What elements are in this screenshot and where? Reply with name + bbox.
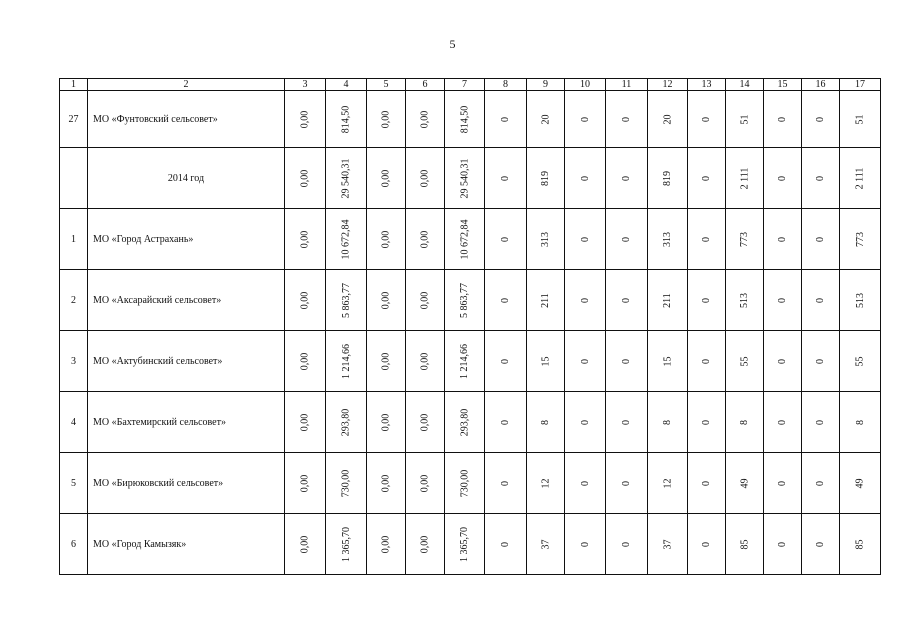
cell-value: 313 — [662, 231, 673, 247]
cell-c9 — [527, 514, 565, 575]
cell-c5 — [367, 270, 406, 331]
cell-c6 — [406, 270, 445, 331]
cell-value: 1 214,66 — [340, 343, 352, 379]
cell-value: 37 — [662, 539, 673, 549]
cell-value: 0 — [815, 480, 826, 486]
cell-value: 15 — [540, 356, 551, 366]
cell-value: 0,00 — [299, 413, 311, 431]
cell-c4 — [326, 91, 367, 148]
cell-c17 — [840, 270, 881, 331]
cell-value: 51 — [739, 114, 750, 124]
municipality-name: МО «Бахтемирский сельсовет» — [88, 392, 285, 453]
cell-value: 0,00 — [419, 110, 431, 128]
cell-c13 — [688, 270, 726, 331]
cell-c13 — [688, 148, 726, 209]
cell-value: 0 — [777, 236, 788, 242]
cell-c5 — [367, 453, 406, 514]
cell-value: 8 — [739, 419, 750, 425]
cell-value: 0,00 — [380, 413, 392, 431]
cell-c13 — [688, 392, 726, 453]
cell-value: 0 — [621, 236, 632, 242]
cell-value: 0,00 — [299, 169, 311, 187]
cell-value: 0 — [777, 541, 788, 547]
cell-c6 — [406, 209, 445, 270]
cell-value: 0,00 — [380, 474, 392, 492]
cell-value: 0,00 — [419, 230, 431, 248]
cell-value: 51 — [854, 114, 866, 124]
cell-c4 — [326, 209, 367, 270]
cell-value: 0 — [701, 358, 712, 364]
cell-c8 — [485, 392, 527, 453]
cell-c15 — [764, 209, 802, 270]
cell-c7 — [445, 331, 485, 392]
cell-value: 0 — [621, 297, 632, 303]
cell-value: 0 — [579, 419, 591, 425]
cell-c11 — [606, 148, 648, 209]
column-header: 12 — [648, 79, 688, 91]
cell-value: 0 — [815, 236, 826, 242]
column-header: 15 — [764, 79, 802, 91]
cell-value: 0,00 — [419, 291, 431, 309]
column-header: 9 — [527, 79, 565, 91]
cell-c12 — [648, 148, 688, 209]
cell-c5 — [367, 331, 406, 392]
cell-value: 12 — [540, 478, 551, 488]
cell-value: 313 — [540, 231, 551, 247]
cell-c4 — [326, 453, 367, 514]
cell-value: 0,00 — [419, 474, 431, 492]
municipality-name: МО «Актубинский сельсовет» — [88, 331, 285, 392]
cell-c11 — [606, 209, 648, 270]
cell-value: 5 863,77 — [340, 282, 352, 318]
cell-value: 513 — [739, 292, 750, 308]
cell-c14 — [726, 514, 764, 575]
cell-c5 — [367, 148, 406, 209]
cell-value: 49 — [739, 478, 750, 488]
cell-c12 — [648, 91, 688, 148]
cell-c9 — [527, 392, 565, 453]
table-row — [60, 91, 881, 148]
cell-value: 0 — [701, 541, 712, 547]
cell-value: 0 — [621, 116, 632, 122]
column-header: 10 — [565, 79, 606, 91]
cell-c5 — [367, 209, 406, 270]
cell-c11 — [606, 514, 648, 575]
cell-c13 — [688, 453, 726, 514]
cell-c4 — [326, 148, 367, 209]
cell-value: 37 — [540, 539, 551, 549]
cell-c9 — [527, 453, 565, 514]
cell-value: 1 214,66 — [459, 343, 470, 379]
cell-value: 293,80 — [340, 408, 352, 436]
cell-c10 — [565, 148, 606, 209]
cell-value: 29 540,31 — [340, 158, 352, 198]
cell-value: 0 — [621, 175, 632, 181]
column-header: 3 — [285, 79, 326, 91]
cell-c14 — [726, 331, 764, 392]
cell-c7 — [445, 91, 485, 148]
cell-c7 — [445, 514, 485, 575]
cell-value: 0 — [815, 297, 826, 303]
cell-c8 — [485, 209, 527, 270]
cell-value: 0 — [500, 419, 511, 425]
cell-value: 773 — [854, 231, 866, 247]
cell-value: 85 — [854, 539, 866, 549]
cell-value: 0,00 — [419, 169, 431, 187]
cell-value: 0 — [701, 236, 712, 242]
cell-c9 — [527, 148, 565, 209]
cell-value: 2 111 — [854, 167, 866, 189]
table-row — [60, 514, 881, 575]
cell-value: 2 111 — [738, 167, 750, 189]
cell-value: 49 — [854, 478, 866, 488]
cell-c12 — [648, 453, 688, 514]
cell-c17 — [840, 453, 881, 514]
cell-c9 — [527, 270, 565, 331]
cell-value: 0 — [500, 297, 511, 303]
municipality-name: 2014 год — [88, 148, 285, 209]
cell-c12 — [648, 331, 688, 392]
cell-c16 — [802, 453, 840, 514]
table-row — [60, 209, 881, 270]
cell-value: 730,00 — [340, 469, 352, 497]
cell-value: 0 — [579, 480, 591, 486]
cell-value: 8 — [540, 419, 551, 425]
cell-c6 — [406, 392, 445, 453]
cell-c4 — [326, 331, 367, 392]
cell-value: 0,00 — [380, 230, 392, 248]
cell-value: 0,00 — [380, 110, 392, 128]
municipality-name: МО «Аксарайский сельсовет» — [88, 270, 285, 331]
cell-c4 — [326, 514, 367, 575]
cell-value: 0 — [701, 175, 712, 181]
cell-value: 1 365,70 — [340, 526, 352, 562]
cell-c3 — [285, 331, 326, 392]
cell-value: 0 — [701, 116, 712, 122]
cell-c16 — [802, 514, 840, 575]
cell-c7 — [445, 209, 485, 270]
cell-c3 — [285, 514, 326, 575]
column-header: 14 — [726, 79, 764, 91]
cell-value: 0 — [579, 541, 591, 547]
cell-value: 0 — [701, 419, 712, 425]
cell-value: 773 — [739, 231, 750, 247]
cell-c11 — [606, 392, 648, 453]
cell-value: 0 — [579, 116, 591, 122]
cell-value: 0 — [500, 175, 511, 181]
cell-value: 0 — [579, 297, 591, 303]
cell-value: 0 — [777, 480, 788, 486]
cell-value: 814,50 — [340, 105, 352, 133]
row-number: 27 — [60, 91, 88, 148]
cell-value: 819 — [662, 170, 673, 186]
cell-c13 — [688, 91, 726, 148]
cell-c14 — [726, 453, 764, 514]
cell-c14 — [726, 270, 764, 331]
cell-value: 0 — [777, 116, 788, 122]
cell-c12 — [648, 392, 688, 453]
cell-c6 — [406, 453, 445, 514]
cell-c10 — [565, 331, 606, 392]
cell-value: 20 — [540, 114, 551, 124]
column-header: 17 — [840, 79, 881, 91]
cell-c12 — [648, 514, 688, 575]
cell-value: 0,00 — [299, 291, 311, 309]
cell-c7 — [445, 270, 485, 331]
cell-c12 — [648, 270, 688, 331]
cell-c8 — [485, 270, 527, 331]
cell-c3 — [285, 453, 326, 514]
cell-c8 — [485, 331, 527, 392]
cell-c5 — [367, 91, 406, 148]
cell-c8 — [485, 514, 527, 575]
cell-c17 — [840, 209, 881, 270]
row-number: 6 — [60, 514, 88, 575]
cell-c17 — [840, 91, 881, 148]
cell-value: 0,00 — [419, 535, 431, 553]
cell-value: 55 — [739, 356, 750, 366]
municipality-name: МО «Бирюковский сельсовет» — [88, 453, 285, 514]
cell-value: 20 — [662, 114, 673, 124]
cell-c6 — [406, 514, 445, 575]
column-header: 6 — [406, 79, 445, 91]
cell-value: 0 — [579, 236, 591, 242]
column-header: 7 — [445, 79, 485, 91]
cell-value: 5 863,77 — [459, 282, 470, 318]
table-row — [60, 392, 881, 453]
municipality-name: МО «Фунтовский сельсовет» — [88, 91, 285, 148]
cell-value: 0 — [500, 480, 511, 486]
cell-value: 0,00 — [380, 352, 392, 370]
cell-c9 — [527, 209, 565, 270]
cell-value: 0 — [579, 175, 591, 181]
cell-value: 293,80 — [459, 408, 470, 436]
municipality-name: МО «Город Астрахань» — [88, 209, 285, 270]
cell-c10 — [565, 270, 606, 331]
cell-c17 — [840, 514, 881, 575]
cell-c9 — [527, 331, 565, 392]
cell-value: 0 — [500, 358, 511, 364]
cell-c11 — [606, 331, 648, 392]
cell-value: 10 672,84 — [459, 219, 471, 259]
cell-value: 0,00 — [299, 535, 311, 553]
cell-value: 0 — [815, 116, 826, 122]
cell-c12 — [648, 209, 688, 270]
cell-c16 — [802, 392, 840, 453]
cell-c8 — [485, 91, 527, 148]
row-number: 5 — [60, 453, 88, 514]
cell-value: 814,50 — [459, 105, 470, 133]
cell-value: 0,00 — [419, 413, 431, 431]
cell-c14 — [726, 148, 764, 209]
column-header: 5 — [367, 79, 406, 91]
cell-value: 0 — [621, 358, 632, 364]
cell-value: 1 365,70 — [459, 526, 470, 562]
page-number: 5 — [449, 37, 456, 51]
cell-c7 — [445, 453, 485, 514]
cell-c3 — [285, 148, 326, 209]
cell-c13 — [688, 209, 726, 270]
header-row — [60, 79, 881, 91]
cell-value: 0 — [815, 175, 826, 181]
cell-c6 — [406, 91, 445, 148]
column-header: 13 — [688, 79, 726, 91]
cell-value: 55 — [854, 356, 866, 366]
column-header: 4 — [326, 79, 367, 91]
data-table — [59, 78, 881, 575]
cell-c3 — [285, 209, 326, 270]
cell-value: 0 — [815, 419, 826, 425]
cell-c11 — [606, 91, 648, 148]
cell-c17 — [840, 392, 881, 453]
table-row — [60, 270, 881, 331]
cell-c17 — [840, 331, 881, 392]
cell-c16 — [802, 331, 840, 392]
cell-c3 — [285, 270, 326, 331]
cell-value: 513 — [854, 292, 866, 308]
cell-c15 — [764, 270, 802, 331]
cell-value: 819 — [540, 170, 551, 186]
cell-value: 730,00 — [459, 469, 470, 497]
cell-c16 — [802, 270, 840, 331]
cell-c15 — [764, 148, 802, 209]
row-number: 4 — [60, 392, 88, 453]
cell-value: 12 — [662, 478, 673, 488]
cell-c15 — [764, 453, 802, 514]
cell-c11 — [606, 270, 648, 331]
cell-value: 0,00 — [419, 352, 431, 370]
row-number: 3 — [60, 331, 88, 392]
column-header: 16 — [802, 79, 840, 91]
cell-c16 — [802, 209, 840, 270]
cell-c15 — [764, 392, 802, 453]
cell-value: 8 — [854, 419, 866, 425]
cell-value: 0 — [621, 541, 632, 547]
cell-c8 — [485, 453, 527, 514]
cell-c6 — [406, 148, 445, 209]
column-header: 11 — [606, 79, 648, 91]
cell-value: 85 — [739, 539, 750, 549]
cell-value: 0 — [621, 419, 632, 425]
row-number: 2 — [60, 270, 88, 331]
cell-value: 29 540,31 — [459, 158, 471, 198]
cell-value: 0 — [815, 358, 826, 364]
cell-value: 0 — [621, 480, 632, 486]
row-number — [60, 148, 88, 209]
cell-c10 — [565, 91, 606, 148]
cell-value: 0 — [777, 419, 788, 425]
cell-c10 — [565, 209, 606, 270]
table-row — [60, 453, 881, 514]
cell-value: 0,00 — [380, 535, 392, 553]
cell-c15 — [764, 331, 802, 392]
table-row — [60, 331, 881, 392]
cell-c10 — [565, 392, 606, 453]
cell-value: 211 — [539, 292, 551, 308]
cell-value: 0 — [579, 358, 591, 364]
cell-c3 — [285, 392, 326, 453]
column-header: 2 — [88, 79, 285, 91]
cell-c15 — [764, 514, 802, 575]
cell-c8 — [485, 148, 527, 209]
cell-c13 — [688, 514, 726, 575]
cell-value: 8 — [662, 419, 673, 425]
table-row — [60, 148, 881, 209]
cell-value: 0,00 — [299, 230, 311, 248]
cell-value: 0,00 — [299, 474, 311, 492]
cell-value: 15 — [662, 356, 673, 366]
cell-value: 0,00 — [380, 169, 392, 187]
cell-value: 0 — [777, 358, 788, 364]
cell-value: 0 — [701, 480, 712, 486]
cell-value: 211 — [661, 292, 673, 308]
cell-c7 — [445, 392, 485, 453]
cell-value: 0 — [815, 541, 826, 547]
cell-c16 — [802, 91, 840, 148]
cell-c3 — [285, 91, 326, 148]
cell-c5 — [367, 392, 406, 453]
municipality-name: МО «Город Камызяк» — [88, 514, 285, 575]
cell-c14 — [726, 392, 764, 453]
cell-c15 — [764, 91, 802, 148]
cell-value: 0,00 — [299, 110, 311, 128]
cell-c11 — [606, 453, 648, 514]
cell-c5 — [367, 514, 406, 575]
cell-value: 0 — [777, 175, 788, 181]
cell-c4 — [326, 270, 367, 331]
cell-value: 0 — [500, 236, 511, 242]
cell-c7 — [445, 148, 485, 209]
cell-c13 — [688, 331, 726, 392]
cell-c10 — [565, 514, 606, 575]
cell-value: 0 — [777, 297, 788, 303]
cell-value: 0,00 — [380, 291, 392, 309]
cell-value: 0 — [701, 297, 712, 303]
cell-value: 0 — [500, 541, 511, 547]
cell-value: 0,00 — [299, 352, 311, 370]
cell-value: 10 672,84 — [340, 219, 352, 259]
cell-c14 — [726, 209, 764, 270]
cell-c4 — [326, 392, 367, 453]
column-header: 8 — [485, 79, 527, 91]
cell-c14 — [726, 91, 764, 148]
cell-c10 — [565, 453, 606, 514]
cell-c9 — [527, 91, 565, 148]
cell-value: 0 — [500, 116, 511, 122]
row-number: 1 — [60, 209, 88, 270]
column-header: 1 — [60, 79, 88, 91]
cell-c17 — [840, 148, 881, 209]
cell-c6 — [406, 331, 445, 392]
cell-c16 — [802, 148, 840, 209]
